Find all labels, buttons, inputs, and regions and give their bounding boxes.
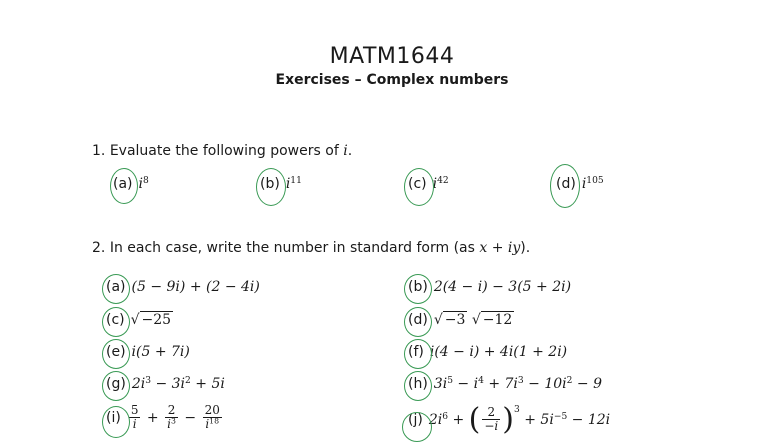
q2-label-a: (a) xyxy=(106,279,126,295)
q2-item-g xyxy=(106,376,225,392)
q1-item-a xyxy=(113,176,149,192)
q2-expr-g: $2i^3 - 3i^2 + 5i$ xyxy=(131,376,225,392)
q1-item-c xyxy=(408,176,449,192)
q2-label-j: (j) xyxy=(408,411,423,428)
page-title: MATM1644 xyxy=(329,44,455,69)
q2-expr-b: 2(4 − i) − 3(5 + 2i) xyxy=(433,279,572,295)
question-2 xyxy=(92,240,530,256)
q2-item-h xyxy=(408,376,602,392)
page-subtitle: Exercises – Complex numbers xyxy=(275,72,509,88)
q2-expr-e: i(5 + 7i) xyxy=(131,344,190,360)
q1-item-b xyxy=(260,176,302,192)
q2-expr-h: $3i^5 - i^4 + 7i^3 - 10i^2 - 9$ xyxy=(433,376,602,392)
question-1-number: 1. xyxy=(92,143,106,159)
q2-expr-c: √ −25 xyxy=(130,312,172,328)
q2-item-f xyxy=(408,344,567,360)
q2-item-i xyxy=(106,404,224,431)
q2-item-c xyxy=(106,312,173,328)
q2-label-b: (b) xyxy=(408,279,428,295)
q2-expr-i: $\frac{5}{i}$ + $\frac{2}{i^3}$ − $\frac{20}{i^{18}}$ xyxy=(130,403,220,431)
question-1-text: Evaluate the following powers of i. xyxy=(109,143,353,159)
q1-expr-c: $i^{42}$ xyxy=(432,176,449,192)
q2-item-d xyxy=(408,312,514,328)
q2-item-a xyxy=(106,279,260,295)
q1-expr-d: $i^{105}$ xyxy=(581,176,604,192)
q2-expr-j: $2i^6$ + ( $\frac{2}{-i}$ )$^3 + 5i^{-5} - 12i$ xyxy=(428,401,611,437)
question-2-number: 2. xyxy=(92,240,106,256)
q1-label-d: (d) xyxy=(556,176,576,192)
q1-label-b: (b) xyxy=(260,176,280,192)
q2-label-g: (g) xyxy=(106,376,126,392)
q2-item-e xyxy=(106,344,190,360)
q2-label-e: (e) xyxy=(106,344,126,360)
q1-label-c: (c) xyxy=(408,176,427,192)
q2-label-c: (c) xyxy=(106,312,125,328)
q2-expr-a: (5 − 9i) + (2 − 4i) xyxy=(131,279,260,295)
q1-item-d xyxy=(556,176,604,192)
q2-item-j xyxy=(408,401,611,437)
q2-expr-f: i(4 − i) + 4i(1 + 2i) xyxy=(429,344,568,360)
q2-label-f: (f) xyxy=(408,344,424,360)
q1-expr-a: $i^8$ xyxy=(138,176,149,192)
q1-expr-b: $i^{11}$ xyxy=(285,176,302,192)
q2-item-b xyxy=(408,279,571,295)
q2-label-d: (d) xyxy=(408,312,428,328)
q2-label-h: (h) xyxy=(408,376,428,392)
question-1 xyxy=(92,143,352,159)
q2-expr-d: √ −3 √ −12 xyxy=(433,312,513,328)
q2-label-i: (i) xyxy=(106,409,121,426)
question-2-text: In each case, write the number in standard form (as x + iy). xyxy=(109,240,531,256)
q1-label-a: (a) xyxy=(113,176,133,192)
